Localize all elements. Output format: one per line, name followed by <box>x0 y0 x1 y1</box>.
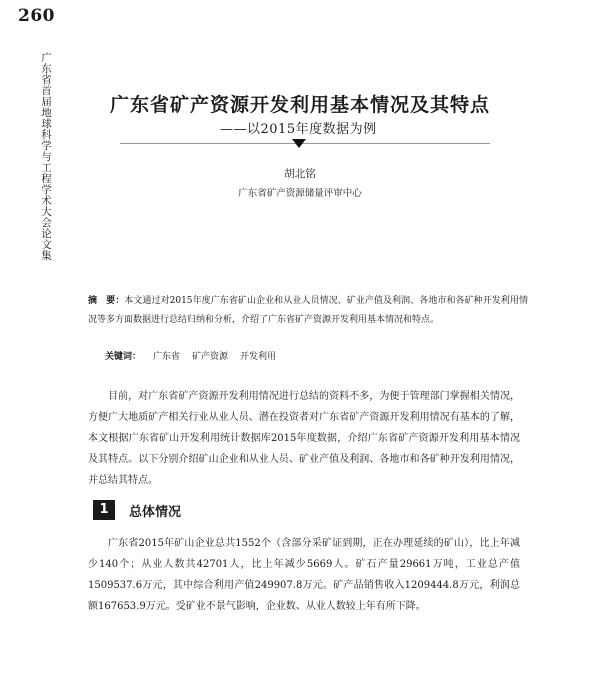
keyword: 广东省 <box>153 352 181 362</box>
keywords-label: 关键词： <box>105 352 142 362</box>
triangle-down-icon <box>292 139 306 148</box>
section-title: 总体情况 <box>129 504 182 520</box>
article-title: 广东省矿产资源开发利用基本情况及其特点 <box>109 94 490 116</box>
keywords <box>105 350 276 364</box>
author-affiliation: 广东省矿产资源储量评审中心 <box>238 188 362 199</box>
abstract-label: 摘 要： <box>88 296 125 306</box>
abstract-text: 本文通过对2015年度广东省矿山企业和从业人员情况、矿业产值及利润、各地市和各矿种开发利用情况等多方面数据进行总结归纳和分析，介绍了广东省矿产资源开发利用基本情况和特点。 <box>88 296 528 325</box>
section-heading <box>93 498 181 522</box>
page-number: 260 <box>18 6 55 26</box>
running-head-vertical: 广东省首届地球科学与工程学术大会论文集 <box>40 52 52 261</box>
section-body-paragraph: 广东省2015年矿山企业总共1552个（含部分采矿证到期，正在办理延续的矿山），比上年减少140个；从业人数共42701人，比上年减少5669人。矿石产量29661万吨，工业总产值1509537.6万元，其中综合利用产值249907.8万元。矿产品销售收入1209444.8万元，利润总额167653.9万元。受矿业不景气影响，企业数、从业人数较上年有所下降。 <box>88 538 520 612</box>
keyword: 矿产资源 <box>192 352 229 362</box>
author-name: 胡北铭 <box>284 168 316 180</box>
article-subtitle: ——以2015年度数据为例 <box>220 122 377 137</box>
section-number: 1 <box>93 500 115 520</box>
abstract <box>88 292 528 330</box>
keyword: 开发利用 <box>240 352 277 362</box>
intro-paragraph: 目前，对广东省矿产资源开发利用情况进行总结的资料不多，为便于管理部门掌握相关情况，方便广大地质矿产相关行业从业人员、潜在投资者对广东省矿产资源开发利用情况有基本的了解，本文根据广东省矿山开发利用统计数据库2015年度数据，介绍广东省矿产资源开发利用基本情况及其特点。以下分别介绍矿山企业和从业人员、矿业产值及利润、各地市和各矿种开发利用情况，并总结其特点。 <box>88 391 520 486</box>
